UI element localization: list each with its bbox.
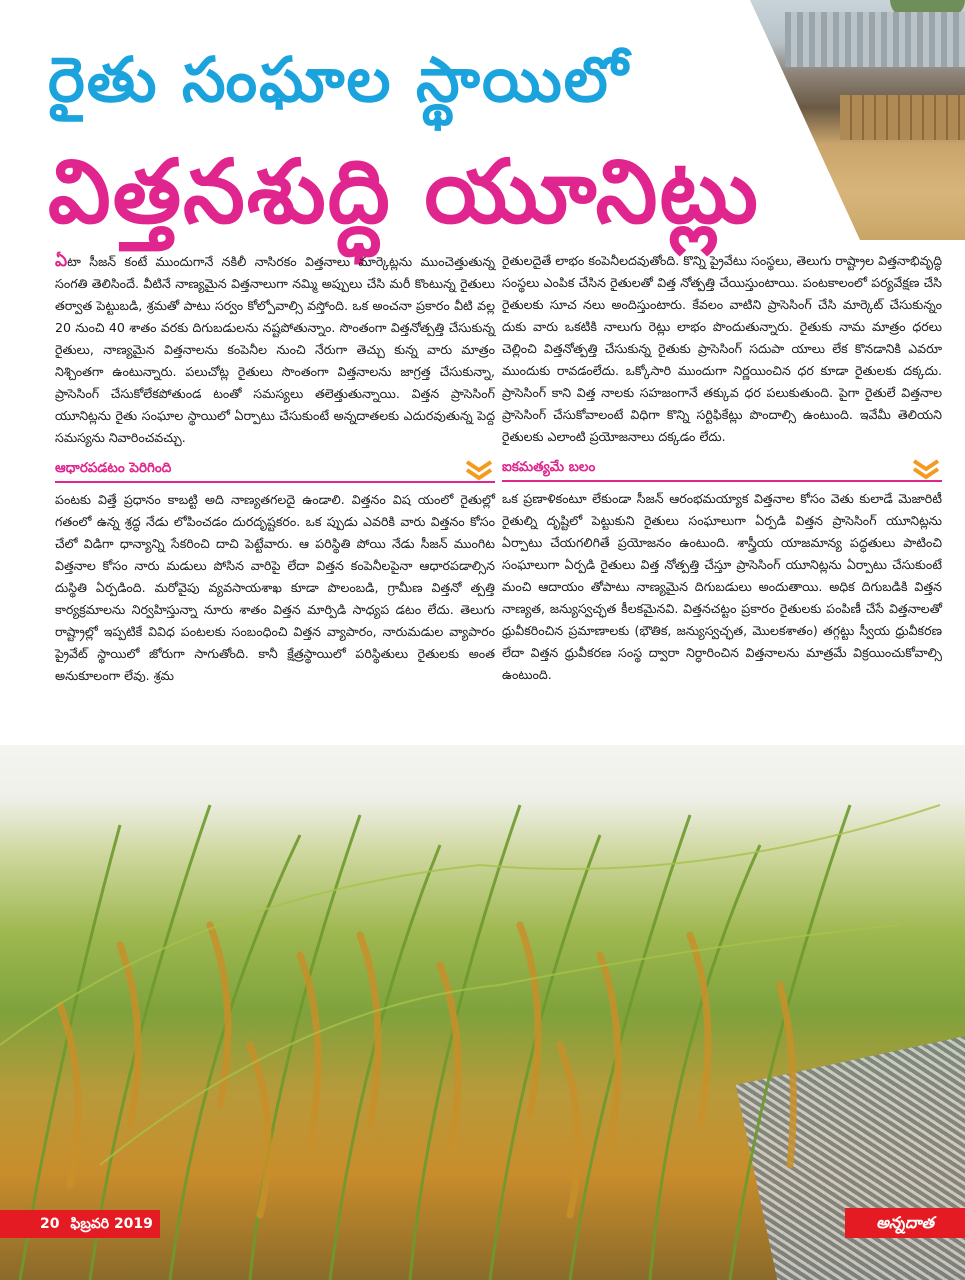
grain-sacks (840, 95, 965, 140)
left-column (55, 250, 495, 687)
section-title: ఆధారపడటం పెరిగింది (55, 460, 172, 476)
footer-page-info (0, 1210, 160, 1238)
paddy-stalks (0, 745, 965, 1280)
magazine-name: అన్నదాత (845, 1208, 965, 1238)
shed-roof (785, 12, 965, 67)
paddy-field-photo (0, 745, 965, 1280)
right-column (502, 250, 942, 686)
continued-paragraph: రైతులదైతే లాభం కంపెనీలదవుతోంది. కొన్ని ప్రైవేటు సంస్థలు, తెలుగు రాష్ట్రాల విత్తనాభివృద్ధి సంస్థలు ఎంపిక చేసిన రైతులతో విత్త నోత్పత్తి చేయిస్తుంటాయి. పంటకాలంలో పర్యవేక్షణ చేసి రైతులకు సూచ నలు అందిస్తుంటారు. కేవలం వాటిని ప్రాసెసింగ్ చేసి మార్కెట్ చేసుకున్నం దుకు వారు ఒకటికి నాలుగు రెట్లు లాభం పొందుతున్నారు. రైతుకు నామ మాత్రం ధరలు చెల్లించి విత్తనోత్పత్తి చేసుకున్న రైతుకు ప్రాసెసింగ్ సదుపా యాలు లేక కొనడానికి ఎవరూ ముందుకు రావడంలేదు. ఒక్కోసారి ముందుగా నిర్ణయించిన ధర కూడా రైతులకు దక్కదు. ప్రాసెసింగ్ కాని విత్త నాలకు సహజంగానే తక్కువ ధర పలుకుతుంది. పైగా రైతులే విత్తనాల ప్రాసెసింగ్ చేసుకోవాలంటే విధిగా కొన్ని సర్టిఫికేట్లు పొందాల్సి ఉంటుంది. ఇవేమీ తెలియని రైతులకు ఎలాంటి ప్రయోజనాలు దక్కడం లేదు. (502, 253, 942, 444)
drop-cap: ఏ (55, 251, 68, 271)
section-paragraph: ఒక ప్రణాళికంటూ లేకుండా సీజన్ ఆరంభమయ్యాక విత్తనాల కోసం వెతు కులాడే మెజారిటీ రైతుల్ని దృష్టిలో పెట్టుకుని రైతులు సంఘాలుగా ఏర్పడి విత్తన ప్రాసెసింగ్ యూనిట్లను ఏర్పాటు చేయగలిగితే ప్రయోజనం ఉంటుంది. శాస్త్రీయ యాజమాన్య పద్ధతులు పాటించి సంఘాలుగా ఏర్పడి రైతులు విత్త నోత్పత్తి చేస్తూ ప్రాసెసింగ్ యూనిట్లను ఏర్పాటు చేసుకుంటే మంచి ఆదాయం తోపాటు నాణ్యమైన దిగుబడులు అందుతాయి. అధిక దిగుబడికి విత్తన నాణ్యత, జన్యుస్వచ్ఛత కీలకమైనవి. విత్తనచట్టం ప్రకారం రైతులకు పంపిణీ చేసే విత్తనాలతో ధ్రువీకరించిన ప్రమాణాలకు (భౌతిక, జన్యుస్వచ్ఛత, మొలకశాతం) తగ్గట్టు స్వీయ ధ్రువీకరణ లేదా విత్తన ధ్రువీకరణ సంస్థ ద్వారా నిర్ధారించిన విత్తనాలను మాత్రమే విక్రయించుకోవాల్సి ఉంటుంది. (502, 491, 942, 682)
section-paragraph: పంటకు విత్తే ప్రధానం కాబట్టి అది నాణ్యతగలదై ఉండాలి. విత్తనం విష యంలో రైతుల్లో గతంలో ఉన్న శ్రద్ధ నేడు లోపించడం దురదృష్టకరం. ఒక ప్పుడు ఎవరికి వారు విత్తనం కోసం చేలో విడిగా ధాన్యాన్ని సేకరించి దాచి పెట్టేవారు. ఆ పరిస్థితి పోయి నేడు సీజన్ ముంగిట విత్తనాల కోసం నారు మడులు పోసిన వారిపై లేదా విత్తన కంపెనీలపైనా ఆధారపడాల్సిన దుస్థితి ఏర్పడింది. మరోవైపు వ్యవసాయశాఖ కూడా పొలంబడి, గ్రామీణ విత్తనో త్పత్తి కార్యక్రమాలను నిర్వహిస్తున్నా నూరు శాతం విత్తన మార్పిడి సాధ్యప డటం లేదు. తెలుగు రాష్ట్రాల్లో ఇప్పటికే వివిధ పంటలకు సంబంధించి విత్తన వ్యాపారం, నారుమడుల వ్యాపారం ప్రైవేట్ స్థాయిలో జోరుగా సాగుతోంది. కానీ క్షేత్రస్థాయిలో పరిస్థితులు రైతులకు అంత అనుకూలంగా లేవు. శ్రమ (55, 492, 495, 683)
double-chevron-down-icon (910, 458, 942, 482)
section-heading-right (502, 454, 942, 482)
issue-date: ఫిబ్రవరి 2019 (70, 1216, 153, 1232)
headline-line-2: విత్తనశుద్ధి యూనిట్లు (48, 140, 760, 243)
section-title: ఐకమత్యమే బలం (502, 459, 596, 475)
section-heading-left (55, 455, 495, 483)
intro-paragraph (55, 250, 495, 449)
headline-line-1: రైతు సంఘాల స్థాయిలో (48, 43, 630, 116)
intro-text: టా సీజన్ కంటే ముందుగానే నకిలీ నాసిరకం విత్తనాలు మార్కెట్లను ముంచెత్తుతున్న సంగతి తెలిసిందే. వీటినే నాణ్యమైన విత్తనాలుగా నమ్మి అప్పులు చేసి మరీ కొంటున్న రైతులు తర్వాత పెట్టుబడి, శ్రమతో పాటు సర్వం కోల్పోవాల్సి వస్తోంది. ఒక అంచనా ప్రకారం వీటి వల్ల 20 నుంచి 40 శాతం వరకు దిగుబడులను నష్టపోతున్నాం. సొంతంగా విత్తనోత్పత్తి చేసుకున్న రైతులు, నాణ్యమైన విత్తనాలను కంపెనీల నుంచి నేరుగా తెచ్చు కున్న వారు మాత్రం నిశ్చింతగా ఉంటున్నారు. పలుచోట్ల రైతులు సొంతంగా విత్తనాలను జాగ్రత్త చేసుకున్నా, ప్రాసెసింగ్ చేసుకోలేకపోతుండ టంతో సమస్యలు తలెత్తుతున్నాయి. విత్తన ప్రాసెసింగ్ యూనిట్లను రైతు సంఘాల స్థాయిలో ఏర్పాటు చేసుకుంటే అన్నదాతలకు ఎదురవుతున్న పెద్ద సమస్యను నివారించవచ్చు. (55, 254, 495, 445)
page-number: 20 (40, 1216, 60, 1232)
double-chevron-down-icon (463, 459, 495, 483)
